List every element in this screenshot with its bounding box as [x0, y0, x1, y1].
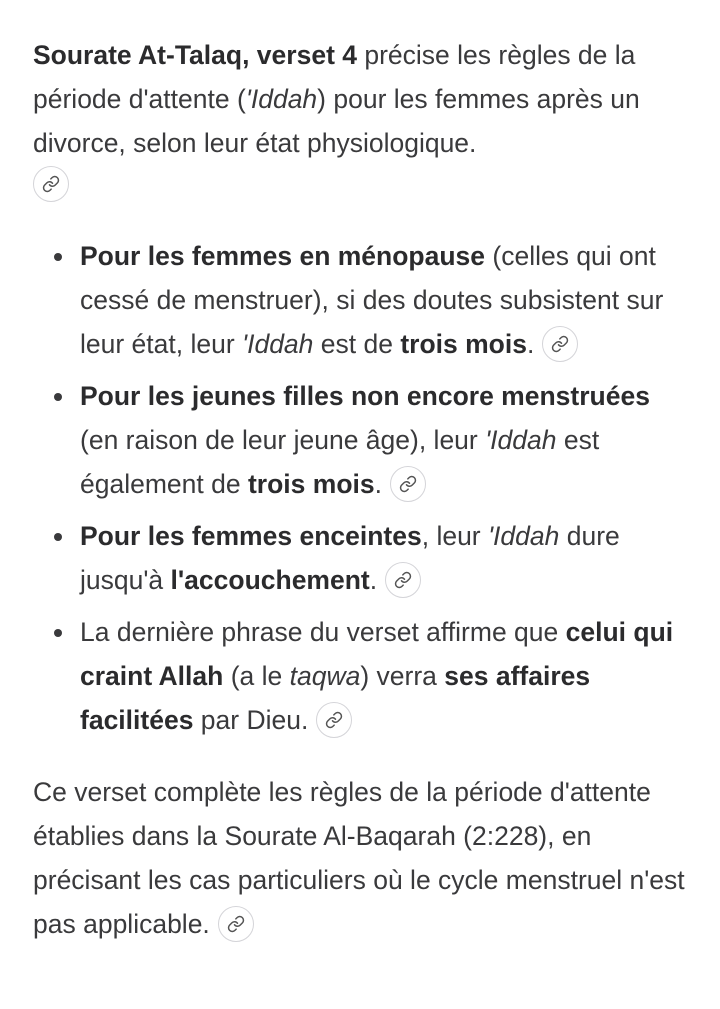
- item-text: ) verra: [360, 661, 445, 691]
- link-icon: [325, 711, 343, 729]
- item-text: .: [369, 565, 378, 595]
- item-text: (a le: [223, 661, 290, 691]
- item-text: (celles qui ont cessé de menstruer), si des doutes subsistent sur leur état, leur: [80, 241, 664, 359]
- source-link-button[interactable]: [390, 466, 426, 502]
- item-strong: l'accouchement: [170, 565, 370, 595]
- item-em: 'Iddah: [242, 329, 314, 359]
- item-text: .: [526, 329, 535, 359]
- link-icon: [42, 175, 60, 193]
- item-text: est également de: [80, 425, 600, 499]
- list-item: [80, 610, 686, 742]
- item-em: taqwa: [289, 661, 361, 691]
- bullet: [54, 393, 62, 401]
- item-strong: trois mois: [247, 469, 375, 499]
- outro-paragraph: [33, 770, 686, 946]
- list-item: [80, 374, 686, 506]
- bullet: [54, 629, 62, 637]
- intro-paragraph: [33, 33, 686, 204]
- source-link-button[interactable]: [316, 702, 352, 738]
- item-text: par Dieu.: [193, 705, 309, 735]
- item-strong: Pour les femmes enceintes: [80, 521, 422, 551]
- item-text: La dernière phrase du verset affirme que: [80, 617, 566, 647]
- intro-text-1: précise les règles de la période d'attente (: [33, 40, 636, 114]
- source-link-button[interactable]: [385, 562, 421, 598]
- source-link-button[interactable]: [542, 326, 578, 362]
- outro-text: Ce verset complète les règles de la période d'attente établies dans la Sourate Al-Baqarah (2:228), en précisant les cas particuliers où le cycle menstruel n'est pas applicable.: [33, 777, 685, 939]
- item-strong: Pour les femmes en ménopause: [80, 241, 486, 271]
- item-text: .: [374, 469, 382, 499]
- bullet: [54, 533, 62, 541]
- item-text: dure jusqu'à: [80, 521, 620, 595]
- intro-text-2: ) pour les femmes après un divorce, selon leur état physiologique.: [33, 84, 640, 158]
- list-item: [80, 514, 686, 602]
- item-strong: Pour les jeunes filles non encore menstruées: [80, 381, 650, 411]
- source-link-button[interactable]: [33, 166, 69, 202]
- item-em: 'Iddah: [485, 425, 557, 455]
- link-icon: [394, 571, 412, 589]
- source-link-button[interactable]: [218, 906, 254, 942]
- item-text: (en raison de leur jeune âge), leur: [80, 425, 486, 455]
- link-icon: [227, 915, 245, 933]
- item-text: , leur: [421, 521, 488, 551]
- item-strong: celui qui craint Allah: [80, 617, 674, 691]
- item-strong: ses affaires facilitées: [80, 661, 591, 735]
- bullet: [54, 253, 62, 261]
- rules-list: [33, 234, 686, 742]
- item-strong: trois mois: [400, 329, 527, 359]
- link-icon: [399, 475, 417, 493]
- item-em: 'Iddah: [488, 521, 560, 551]
- intro-strong: Sourate At-Talaq, verset 4: [33, 40, 357, 70]
- list-item: [80, 234, 686, 366]
- intro-em: 'Iddah: [245, 84, 318, 114]
- item-text: est de: [313, 329, 401, 359]
- link-icon: [551, 335, 569, 353]
